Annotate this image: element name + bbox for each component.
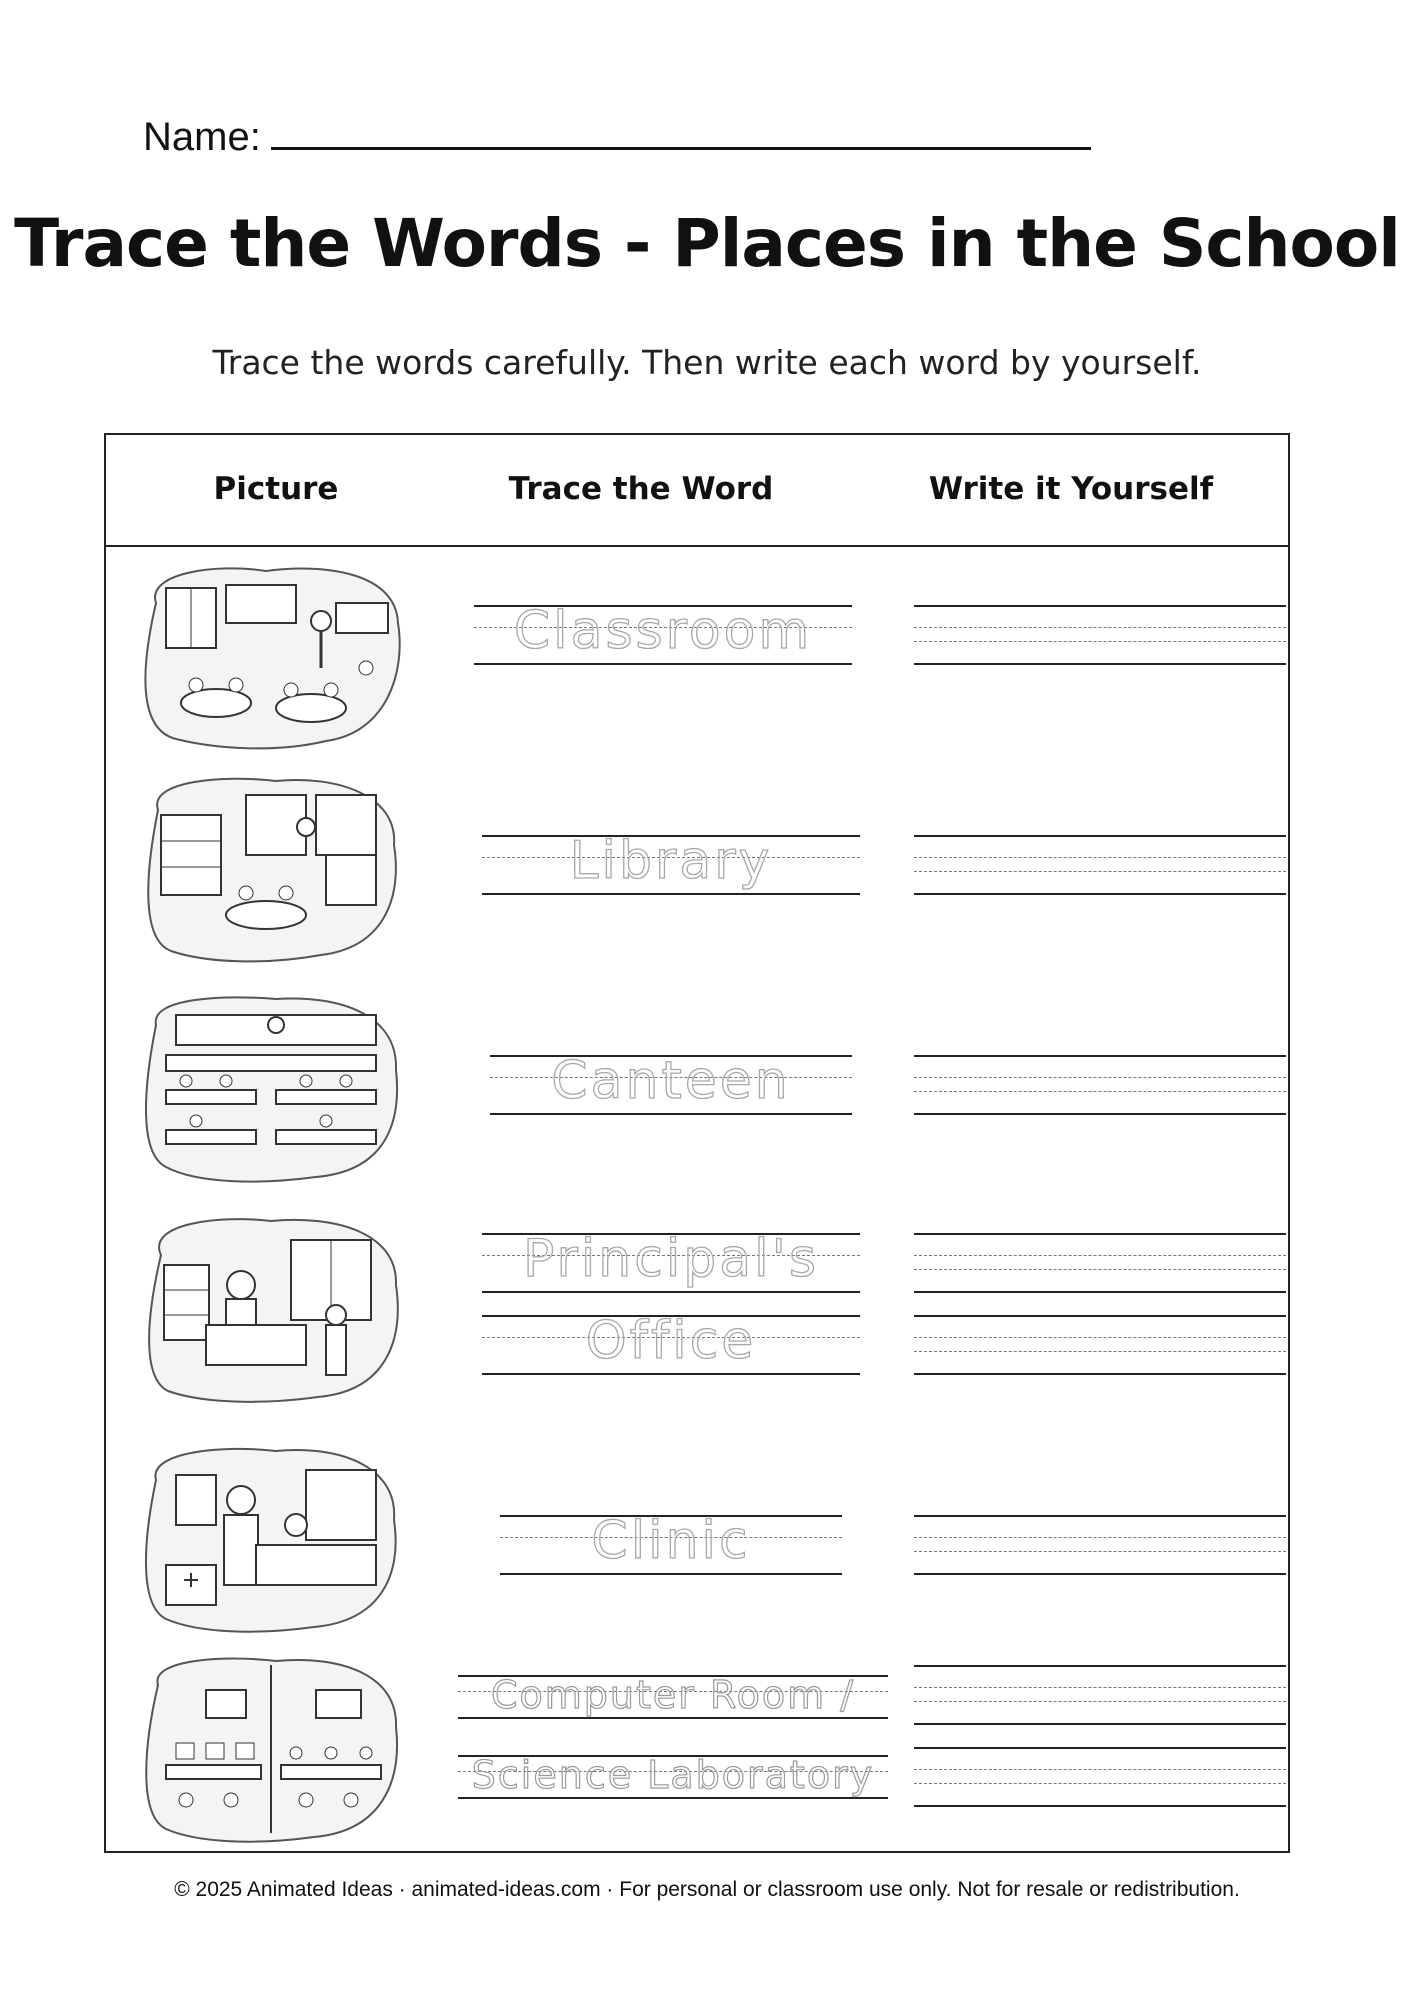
table-row — [106, 995, 1288, 1205]
worksheet-title: Trace the Words - Places in the School — [14, 205, 1400, 282]
trace-word: Library — [569, 831, 773, 891]
trace-word-area[interactable] — [482, 831, 860, 895]
trace-word: Office — [585, 1311, 757, 1371]
computer-science-room-picture — [136, 1655, 406, 1845]
column-header-write: Write it Yourself — [928, 471, 1214, 507]
copyright-footer: © 2025 Animated Ideas · animated-ideas.com · For personal or classroom use only. Not for resale or redistribution. — [174, 1878, 1240, 1901]
worksheet-instructions: Trace the words carefully. Then write each word by yourself. — [212, 343, 1202, 382]
trace-word: Clinic — [591, 1511, 751, 1571]
table-row — [106, 1435, 1288, 1645]
trace-word-area[interactable] — [474, 601, 852, 665]
trace-word: Science Laboratory — [471, 1753, 875, 1797]
trace-word-area[interactable] — [458, 1755, 888, 1799]
trace-word-area[interactable] — [500, 1511, 842, 1575]
trace-word: Principal's — [523, 1229, 819, 1289]
library-picture — [136, 775, 406, 965]
trace-word-area[interactable] — [482, 1311, 860, 1375]
classroom-picture — [136, 563, 406, 753]
name-blank-line[interactable] — [271, 119, 1091, 150]
worksheet-table — [104, 433, 1290, 1853]
clinic-picture — [136, 1445, 406, 1635]
column-header-trace: Trace the Word — [508, 471, 774, 507]
table-header — [106, 435, 1288, 547]
column-header-picture: Picture — [213, 471, 339, 507]
write-word-area[interactable] — [914, 1665, 1286, 1725]
trace-word-area[interactable] — [482, 1229, 860, 1293]
write-word-area[interactable] — [914, 1233, 1286, 1293]
trace-word-area[interactable] — [458, 1675, 888, 1719]
trace-word: Computer Room / — [490, 1673, 856, 1717]
write-word-area[interactable] — [914, 1055, 1286, 1115]
write-word-area[interactable] — [914, 835, 1286, 895]
trace-word: Canteen — [551, 1051, 791, 1111]
table-row — [106, 555, 1288, 765]
canteen-picture — [136, 995, 406, 1185]
table-row — [106, 775, 1288, 985]
principals-office-picture — [136, 1215, 406, 1405]
name-label: Name: — [143, 115, 261, 159]
trace-word-area[interactable] — [490, 1051, 852, 1115]
write-word-area[interactable] — [914, 1315, 1286, 1375]
write-word-area[interactable] — [914, 1515, 1286, 1575]
trace-word: Classroom — [513, 601, 813, 661]
write-word-area[interactable] — [914, 605, 1286, 665]
name-field[interactable] — [143, 115, 1091, 160]
write-word-area[interactable] — [914, 1747, 1286, 1807]
table-row — [106, 1215, 1288, 1425]
table-row — [106, 1655, 1288, 1850]
